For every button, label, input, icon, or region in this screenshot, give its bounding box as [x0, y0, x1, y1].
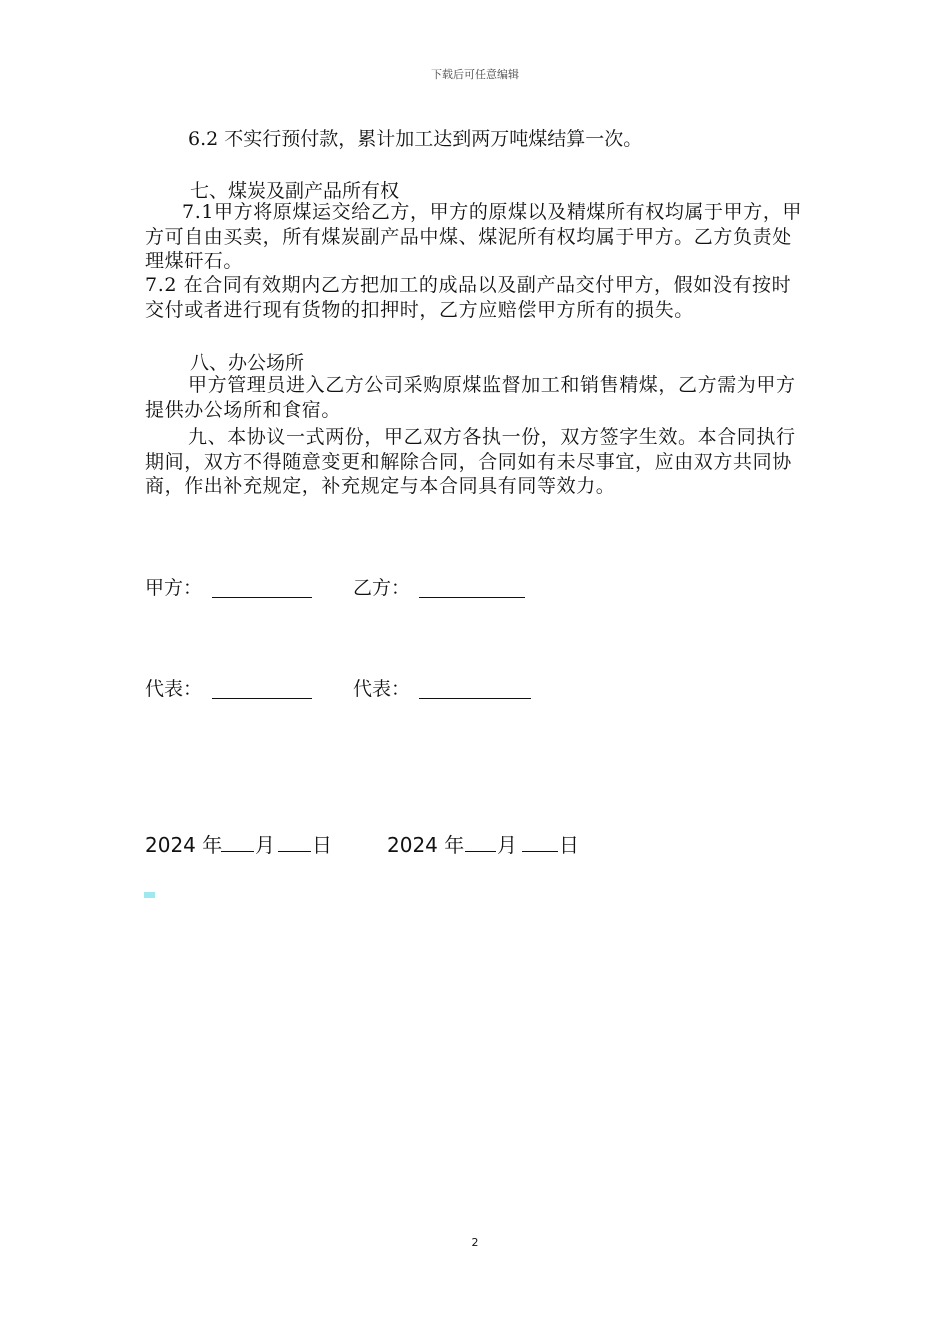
section-8-title: 八、办公场所: [190, 352, 305, 374]
clause-6-2: 6.2 不实行预付款，累计加工达到两万吨煤结算一次。: [188, 128, 643, 150]
party-a-blank[interactable]: [212, 575, 312, 598]
rep-a-blank[interactable]: [212, 676, 312, 699]
day-a-label: 日: [312, 833, 332, 857]
year-a-label: 2024 年: [145, 833, 223, 857]
section-7-title: 七、煤炭及副产品所有权: [190, 180, 400, 202]
month-a-label: 月: [255, 833, 275, 857]
page-number: 2: [471, 1236, 479, 1249]
rep-a-label: 代表：: [145, 678, 203, 700]
day-a-blank[interactable]: [278, 829, 311, 852]
clause-9: 九、本协议一式两份，甲乙双方各执一份，双方签字生效。本合同执行期间，双方不得随意变更和解除合同，合同如有未尽事宜，应由双方共同协商，作出补充规定，补充规定与本合同具有同等效力。: [145, 426, 796, 497]
rep-b-label: 代表：: [353, 678, 411, 700]
month-b-blank[interactable]: [465, 829, 496, 852]
page-header: 下载后可任意编辑: [431, 68, 519, 81]
year-b-label: 2024 年: [387, 833, 465, 857]
party-b-blank[interactable]: [419, 575, 525, 598]
month-b-label: 月: [497, 833, 517, 857]
clause-7-2: 7.2 在合同有效期内乙方把加工的成品以及副产品交付甲方，假如没有按时交付或者进行现有货物的扣押时，乙方应赔偿甲方所有的损失。: [145, 274, 792, 321]
clause-7-1: 7.1甲方将原煤运交给乙方，甲方的原煤以及精煤所有权均属于甲方，甲方可自由买卖，所有煤炭副产品中煤、煤泥所有权均属于甲方。乙方负责处理煤矸石。: [145, 201, 803, 272]
party-b-label: 乙方：: [353, 577, 411, 599]
day-b-label: 日: [559, 833, 579, 857]
cursor-marker: [144, 892, 155, 898]
rep-b-blank[interactable]: [419, 676, 531, 699]
month-a-blank[interactable]: [221, 829, 254, 852]
day-b-blank[interactable]: [522, 829, 558, 852]
clause-8: 甲方管理员进入乙方公司采购原煤监督加工和销售精煤，乙方需为甲方提供办公场所和食宿。: [145, 374, 796, 421]
party-a-label: 甲方：: [145, 577, 203, 599]
